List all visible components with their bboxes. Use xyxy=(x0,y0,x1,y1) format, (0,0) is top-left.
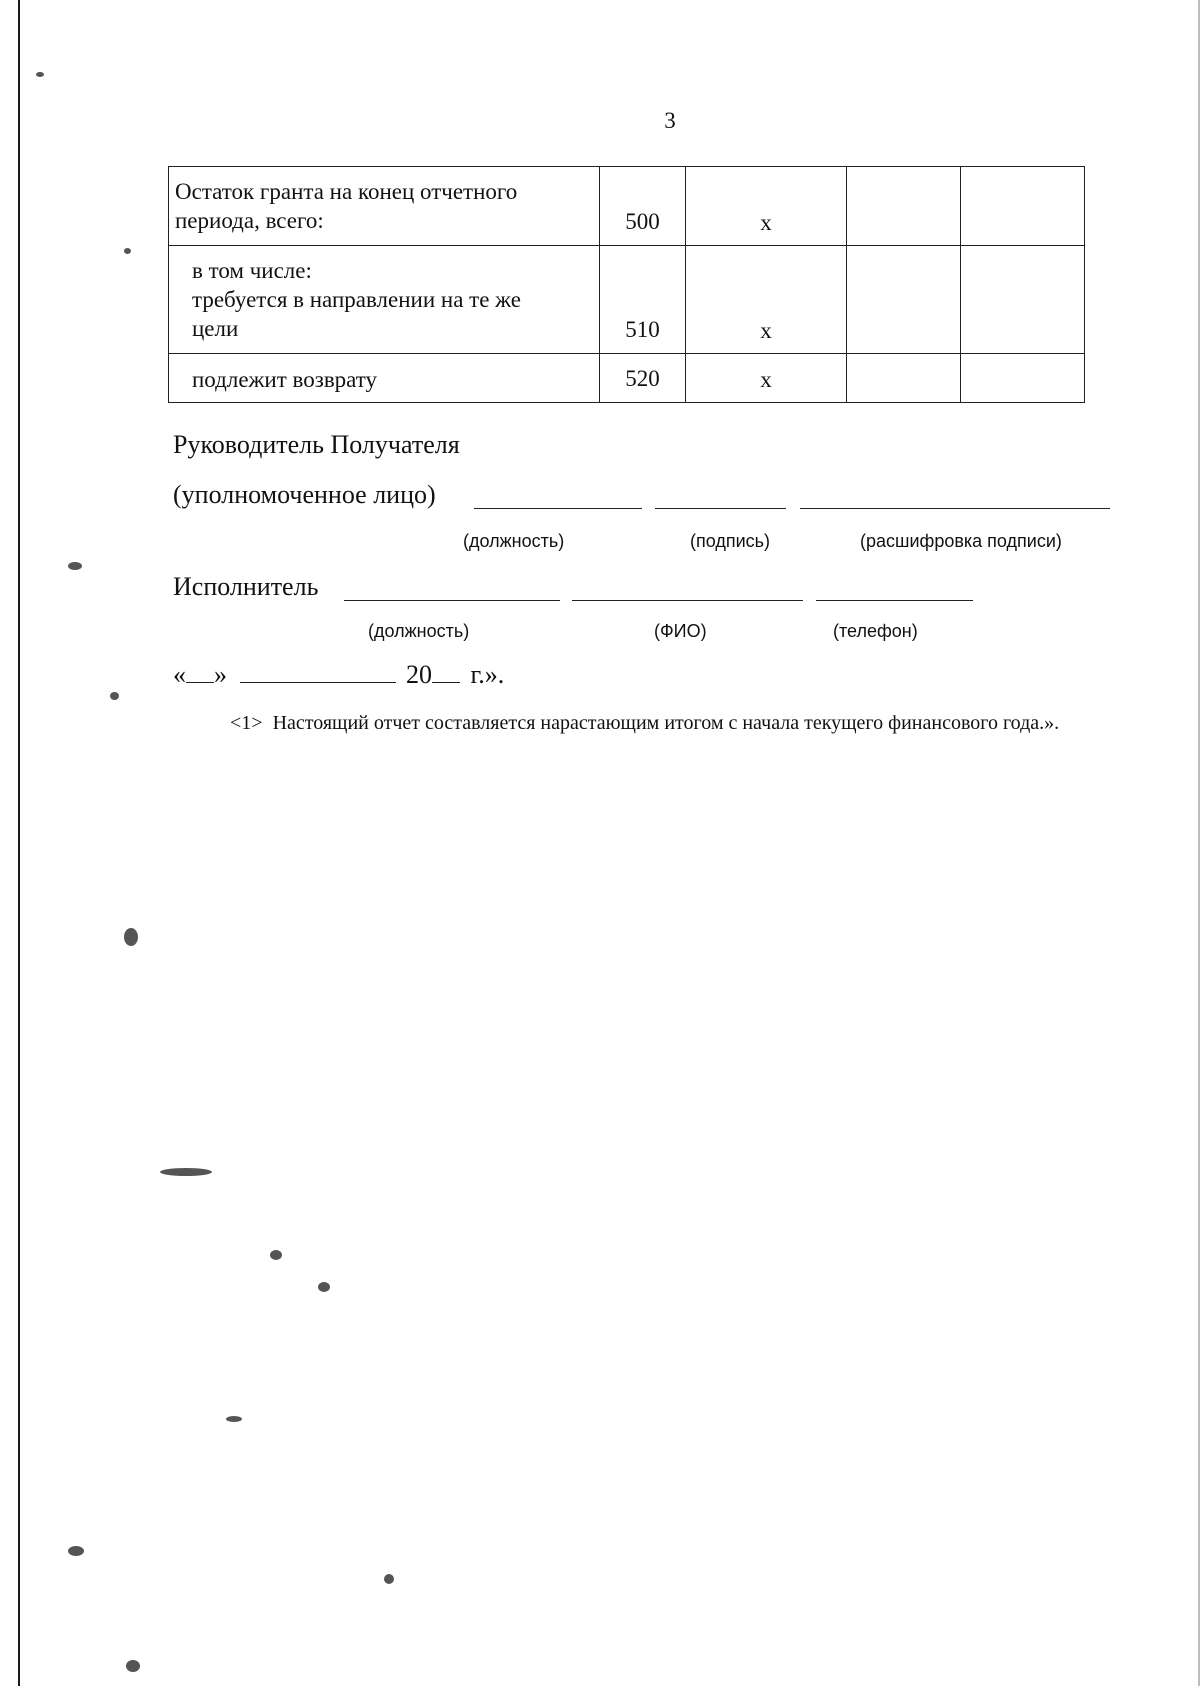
empty-cell xyxy=(961,354,1085,403)
executor-position-blank xyxy=(344,600,560,601)
head-position-blank xyxy=(474,508,642,509)
row-name-line: периода, всего: xyxy=(175,208,324,233)
scan-speck xyxy=(270,1250,282,1260)
footnote-mark: <1> xyxy=(230,712,263,734)
row-code-cell: 510 xyxy=(600,246,686,354)
row-name-cell xyxy=(169,246,600,354)
executor-name-blank xyxy=(572,600,803,601)
head-signature-blank xyxy=(655,508,786,509)
year-prefix: 20 xyxy=(406,660,432,689)
grant-balance-table xyxy=(168,166,1085,403)
scan-speck xyxy=(68,562,82,570)
executor-position-caption: (должность) xyxy=(368,621,470,641)
empty-cell xyxy=(847,354,961,403)
executor-phone-blank xyxy=(816,600,973,601)
row-name-line: подлежит возврату xyxy=(192,367,378,392)
table-row xyxy=(169,246,1085,354)
year-blank xyxy=(432,681,460,683)
row-code-cell: 520 xyxy=(600,354,686,403)
row-name-line: цели xyxy=(192,316,239,341)
row-value-cell: x xyxy=(686,167,847,246)
row-name-line: требуется в направлении на те же xyxy=(192,287,521,312)
row-name-cell xyxy=(169,354,600,403)
head-decoding-caption: (расшифровка подписи) xyxy=(860,531,1062,551)
empty-cell xyxy=(847,167,961,246)
head-subtitle: (уполномоченное лицо) xyxy=(173,480,436,509)
row-code-cell: 500 xyxy=(600,167,686,246)
scan-speck xyxy=(226,1416,242,1422)
month-blank xyxy=(240,681,396,683)
scan-speck xyxy=(124,248,131,254)
date-close-quote: » xyxy=(214,660,227,689)
scan-speck xyxy=(68,1546,84,1556)
empty-cell xyxy=(961,167,1085,246)
date-line xyxy=(173,660,504,690)
row-name-line: Остаток гранта на конец отчетного xyxy=(175,179,518,204)
page-number: 3 xyxy=(664,108,676,133)
scan-speck xyxy=(126,1660,140,1672)
table-row xyxy=(169,167,1085,246)
scan-speck xyxy=(124,928,138,946)
scan-speck xyxy=(384,1574,394,1584)
head-decoding-blank xyxy=(800,508,1110,509)
scan-speck xyxy=(110,692,119,700)
scan-speck xyxy=(160,1168,212,1176)
date-suffix: г.». xyxy=(470,660,505,689)
scan-left-edge xyxy=(18,0,20,1686)
empty-cell xyxy=(847,246,961,354)
scan-speck xyxy=(36,72,44,77)
head-position-caption: (должность) xyxy=(463,531,565,551)
head-signature-caption: (подпись) xyxy=(690,531,771,551)
scan-speck xyxy=(318,1282,330,1292)
footnote xyxy=(230,712,1059,735)
row-value-cell: x xyxy=(686,354,847,403)
executor-phone-caption: (телефон) xyxy=(833,621,918,641)
day-blank xyxy=(186,681,214,683)
footnote-text: Настоящий отчет составляется нарастающим итогом с начала текущего финансового года.». xyxy=(272,712,1060,734)
executor-name-caption: (ФИО) xyxy=(654,621,707,641)
row-value-cell: x xyxy=(686,246,847,354)
date-open-quote: « xyxy=(173,660,186,689)
row-name-line: в том числе: xyxy=(192,258,312,283)
table-row xyxy=(169,354,1085,403)
executor-label: Исполнитель xyxy=(173,572,319,601)
empty-cell xyxy=(961,246,1085,354)
row-name-cell xyxy=(169,167,600,246)
head-title: Руководитель Получателя xyxy=(173,430,460,459)
